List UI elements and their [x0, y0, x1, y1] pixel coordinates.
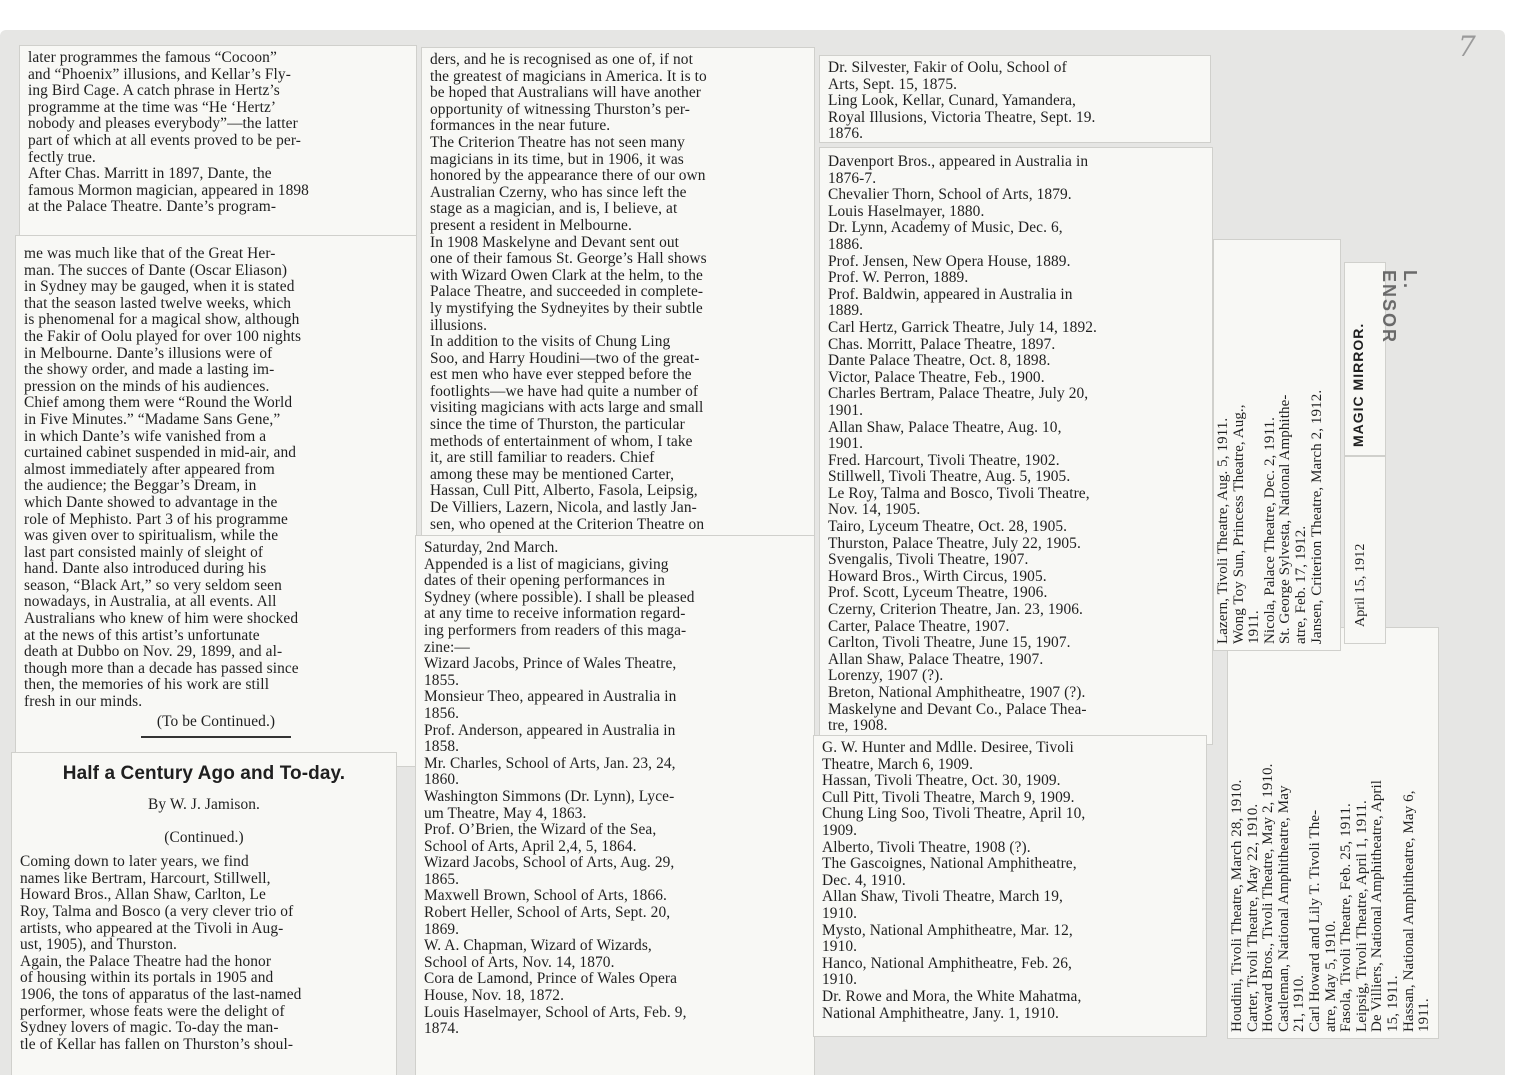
text-line: 1911. — [1246, 610, 1263, 644]
text-line: ing performers from readers of this maga- — [424, 621, 687, 639]
text-line: famous Mormon magician, appeared in 1898 — [28, 181, 309, 199]
text-line: Maskelyne and Devant Co., Palace Thea- — [828, 700, 1087, 718]
text-line: was given over to spiritualism, while the — [24, 527, 279, 545]
text-line: present a resident in Melbourne. — [430, 216, 632, 234]
clipping-list-1876-1908 — [820, 148, 1212, 744]
continued-note: (Continued.) — [164, 828, 244, 846]
text-line: nowadays, in Australia, at all events. All — [24, 593, 277, 611]
text-line: Prof. Anderson, appeared in Australia in — [424, 721, 676, 739]
text-line: Sydney lovers of magic. To-day the man- — [20, 1019, 279, 1037]
text-line: man. The succes of Dante (Oscar Eliason) — [24, 261, 288, 279]
text-line: Charles Bertram, Palace Theatre, July 20, — [828, 385, 1089, 403]
text-line: 1874. — [424, 1020, 460, 1038]
text-line: The Criterion Theatre has not seen many — [430, 133, 685, 151]
clipping-thurston-houdini — [422, 48, 814, 566]
text-line: Louis Haselmayer, School of Arts, Feb. 9, — [424, 1003, 687, 1021]
text-line: Saturday, 2nd March. — [424, 539, 559, 556]
text-line: the Fakir of Oolu played for over 100 nights — [24, 327, 302, 345]
text-line: 1889. — [828, 302, 864, 320]
text-line: it, are still familiar to readers. Chief — [430, 449, 655, 467]
text-line: opportunity of witnessing Thurston’s per- — [430, 100, 690, 118]
text-line: illusions. — [430, 316, 488, 334]
issue-date: April 15, 1912 — [1353, 543, 1368, 627]
text-line: at the Palace Theatre. Dante’s program- — [28, 198, 277, 216]
text-line: then, the memories of his work are still — [24, 676, 270, 694]
text-line: Chas. Morritt, Palace Theatre, 1897. — [828, 335, 1056, 353]
text-line: 1910. — [822, 904, 858, 922]
text-line: 1901. — [828, 401, 864, 419]
text-line: curtained cabinet suspended in mid-air, and — [24, 444, 297, 462]
text-line: sen, who opened at the Criterion Theatre on — [430, 515, 705, 533]
text-line: Hassan, National Amphitheatre, May 6, — [1400, 790, 1417, 1032]
clipping-list-1909-1910 — [814, 736, 1206, 1036]
text-line: death at Dubbo on Nov. 29, 1899, and al- — [24, 643, 283, 661]
text-line: Australian Czerny, who has since left the — [430, 183, 687, 201]
text-line: which Dante showed to advantage in the — [24, 493, 278, 511]
text-line: 1910. — [822, 938, 858, 956]
text-line: Howard Bros., Allan Shaw, Carlton, Le — [20, 886, 266, 904]
text-line: ust, 1905), and Thurston. — [20, 936, 177, 954]
text-line: 1856. — [424, 704, 460, 722]
text-line: um Theatre, May 4, 1863. — [424, 804, 587, 822]
text-line: Ling Look, Kellar, Cunard, Yamandera, — [828, 92, 1076, 110]
text-line: zine:— — [424, 638, 470, 656]
text-line: Victor, Palace Theatre, Feb., 1900. — [828, 368, 1045, 386]
text-line: Mr. Charles, School of Arts, Jan. 23, 24, — [424, 754, 676, 772]
text-line: almost immediately after appeared from — [24, 460, 275, 478]
text-line: footlights—we have had quite a number of — [430, 382, 699, 400]
byline: By W. J. Jamison. — [147, 796, 261, 813]
text-line: 1906, the tons of apparatus of the last-named — [20, 985, 302, 1003]
text-line: After Chas. Marritt in 1897, Dante, the — [28, 165, 272, 183]
text-line: performer, whose feats were the delight of — [20, 1002, 285, 1020]
text-line: stage as a magician, and is, I believe, at — [430, 200, 678, 218]
text-line: Hanco, National Amphitheatre, Feb. 26, — [822, 954, 1072, 972]
text-line: Nov. 14, 1905. — [828, 501, 921, 519]
text-line: atre, Feb. 17, 1912. — [1292, 525, 1309, 644]
text-line: Again, the Palace Theatre had the honor — [20, 952, 272, 970]
text-line: Australians who knew of him were shocked — [24, 610, 299, 628]
text-line: part of which at all events proved to be per- — [28, 131, 302, 149]
text-line: W. A. Chapman, Wizard of Wizards, — [424, 937, 652, 955]
text-line: Prof. Scott, Lyceum Theatre, 1906. — [828, 584, 1048, 602]
to-be-continued: (To be Continued.) — [156, 713, 276, 730]
text-line: in Sydney may be gauged, when it is stated — [24, 278, 295, 296]
text-line: De Villiers, Lazern, Nicola, and lastly Jan- — [430, 499, 697, 517]
text-line: Davenport Bros., appeared in Australia in — [828, 153, 1089, 170]
text-line: Mysto, National Amphitheatre, Mar. 12, — [822, 921, 1073, 939]
text-line: Maxwell Brown, School of Arts, 1866. — [424, 887, 667, 905]
text-line: Allan Shaw, Palace Theatre, 1907. — [828, 650, 1044, 668]
text-line: Prof. Baldwin, appeared in Australia in — [828, 285, 1073, 303]
text-line: formances in the near future. — [430, 117, 611, 135]
text-line: hand. Dante also introduced during his — [24, 560, 267, 578]
text-line: 1886. — [828, 235, 864, 253]
text-line: methods of entertainment of whom, I take — [430, 432, 693, 450]
text-line: be hoped that Australians will have another — [430, 84, 701, 102]
text-line: Stillwell, Tivoli Theatre, Aug. 5, 1905. — [828, 468, 1071, 486]
text-line: Dr. Silvester, Fakir of Oolu, School of — [828, 59, 1067, 76]
text-line: Robert Heller, School of Arts, Sept. 20, — [424, 904, 671, 922]
text-line: atre, May 5, 1910. — [1322, 920, 1339, 1032]
text-line: 1865. — [424, 870, 460, 888]
text-line: fresh in our minds. — [24, 693, 143, 711]
text-line: ders, and he is recognised as one of, if not — [430, 51, 693, 68]
text-line: Lazern, Tivoli Theatre, Aug. 5, 1911. — [1215, 417, 1231, 644]
text-line: Houdini, Tivoli Theatre, March 28, 1910. — [1229, 779, 1245, 1032]
text-line: Hassan, Cull Pitt, Alberto, Fasola, Leipsig, — [430, 482, 698, 500]
text-line: Cora de Lamond, Prince of Wales Opera — [424, 970, 678, 988]
text-line: Fasola, Tivoli Theatre, Feb. 25, 1911. — [1338, 803, 1355, 1032]
text-line: artists, who appeared at the Tivoli in Aug- — [20, 919, 284, 937]
text-line: Dr. Rowe and Mora, the White Mahatma, — [822, 987, 1082, 1005]
text-line: Chief among them were “Round the World — [24, 394, 293, 412]
text-line: Prof. O’Brien, the Wizard of the Sea, — [424, 821, 657, 839]
text-line: Wizard Jacobs, Prince of Wales Theatre, — [424, 655, 677, 673]
text-line: School of Arts, Nov. 14, 1870. — [424, 953, 615, 971]
text-line: Czerny, Criterion Theatre, Jan. 23, 1906. — [828, 601, 1083, 619]
magazine-name: MAGIC MIRROR. — [1350, 322, 1366, 447]
text-line: Palace Theatre, and succeeded in complete- — [430, 283, 704, 301]
text-line: Castleman, National Amphitheatre, May — [1275, 785, 1292, 1032]
text-line: Royal Illusions, Victoria Theatre, Sept. 19. — [828, 108, 1096, 126]
text-line: In 1908 Maskelyne and Devant sent out — [430, 233, 680, 251]
text-line: at any time to receive information regard- — [424, 605, 686, 623]
text-line: is phenomenal for a magical show, although — [24, 311, 300, 329]
text-line: tle of Kellar has fallen on Thurston’s shoul- — [20, 1035, 294, 1053]
text-line: Wizard Jacobs, School of Arts, Aug. 29, — [424, 854, 675, 872]
text-line: Howard Bros., Wirth Circus, 1905. — [828, 567, 1047, 585]
text-line: Dr. Lynn, Academy of Music, Dec. 6, — [828, 219, 1063, 237]
text-line: in which Dante’s wife vanished from a — [24, 427, 267, 445]
text-line: Carter, Palace Theatre, 1907. — [828, 617, 1010, 635]
issue-date-clipping — [1345, 457, 1385, 643]
text-line: 1909. — [822, 821, 858, 839]
text-line: Carl Hertz, Garrick Theatre, July 14, 1892. — [828, 318, 1097, 336]
text-line: later programmes the famous “Cocoon” — [28, 49, 277, 66]
text-line: Dante Palace Theatre, Oct. 8, 1898. — [828, 352, 1051, 370]
clipping-list-1911-1912-rotated — [1214, 240, 1340, 650]
text-line: that the season lasted twelve weeks, which — [24, 294, 292, 312]
text-line: 21, 1910. — [1291, 974, 1308, 1032]
text-line: among these may be mentioned Carter, — [430, 465, 675, 483]
text-line: tre, 1908. — [828, 717, 888, 735]
text-line: Le Roy, Talma and Bosco, Tivoli Theatre, — [828, 484, 1090, 502]
text-line: Coming down to later years, we find — [20, 853, 249, 871]
text-line: season, “Black Art,” so very seldom seen — [24, 576, 282, 594]
clipping-list-1875 — [820, 56, 1210, 142]
text-line: Sydney (where possible). I shall be pleased — [424, 588, 695, 606]
text-line: visiting magicians with acts large and small — [430, 399, 704, 417]
text-line: in Melbourne. Dante’s illusions were of — [24, 344, 273, 362]
owner-stamp: L. ENSOR — [1379, 270, 1420, 345]
clipping-magician-list-early — [416, 536, 814, 1075]
text-line: though more than a decade has passed since — [24, 659, 299, 677]
text-line: In addition to the visits of Chung Ling — [430, 333, 671, 351]
text-line: 1858. — [424, 738, 460, 756]
text-line: Breton, National Amphitheatre, 1907 (?). — [828, 684, 1086, 701]
text-line: Allan Shaw, Palace Theatre, Aug. 10, — [828, 418, 1062, 436]
text-line: Dec. 4, 1910. — [822, 871, 906, 889]
text-line: Theatre, March 6, 1909. — [822, 755, 974, 773]
text-line: Howard Bros., Tivoli Theatre, May 2, 1910. — [1260, 763, 1277, 1032]
text-line: at the news of this artist’s unfortunate — [24, 626, 260, 644]
text-line: Leipsig, Tivoli Theatre, April 1, 1911. — [1353, 800, 1370, 1032]
text-line: role of Mephisto. Part 3 of his programme — [24, 510, 288, 528]
text-line: The Gascoignes, National Amphitheatre, — [822, 855, 1077, 873]
text-line: Tairo, Lyceum Theatre, Oct. 28, 1905. — [828, 518, 1068, 536]
clipping-kellar-dante-intro — [20, 46, 416, 244]
text-line: honored by the appearance there of our own — [430, 167, 706, 185]
text-line: Carter, Tivoli Theatre, May 22, 1910. — [1244, 803, 1261, 1032]
text-line: Lorenzy, 1907 (?). — [828, 667, 944, 685]
text-line: Soo, and Harry Houdini—two of the great- — [430, 349, 700, 367]
text-line: 1911. — [1416, 998, 1433, 1032]
text-line: Svengalis, Tivoli Theatre, 1907. — [828, 551, 1029, 569]
clipping-half-century — [12, 753, 396, 1075]
text-line: National Amphitheatre, Jany. 1, 1910. — [822, 1004, 1059, 1022]
scrapbook-page — [0, 30, 1505, 1075]
divider-rule — [141, 736, 291, 738]
text-line: De Villiers, National Amphitheatre, April — [1369, 779, 1386, 1032]
text-line: Roy, Talma and Bosco (a very clever trio of — [20, 902, 294, 920]
text-line: Alberto, Tivoli Theatre, 1908 (?). — [822, 838, 1031, 856]
text-line: in Five Minutes.” “Madame Sans Gene,” — [24, 410, 281, 428]
text-line: last part consisted mainly of sleight of — [24, 543, 264, 561]
text-line: 15, 1911. — [1384, 975, 1401, 1032]
text-line: est men who have ever stepped before the — [430, 366, 692, 384]
text-line: House, Nov. 18, 1872. — [424, 987, 565, 1005]
text-line: Allan Shaw, Tivoli Theatre, March 19, — [822, 888, 1063, 906]
text-line: the greatest of magicians in America. It is to — [430, 67, 707, 85]
text-line: Washington Simmons (Dr. Lynn), Lyce- — [424, 787, 675, 805]
clipping-list-1910-1911-rotated — [1228, 628, 1438, 1038]
text-line: Prof. Jensen, New Opera House, 1889. — [828, 252, 1071, 270]
text-line: 1876-7. — [828, 169, 877, 187]
text-line: dates of their opening performances in — [424, 572, 665, 590]
clipping-dante-continued — [16, 236, 416, 766]
text-line: Carlton, Tivoli Theatre, June 15, 1907. — [828, 634, 1071, 652]
text-line: 1855. — [424, 671, 460, 689]
text-line: Cull Pitt, Tivoli Theatre, March 9, 1909. — [822, 788, 1075, 806]
text-line: Monsieur Theo, appeared in Australia in — [424, 688, 677, 706]
text-line: ing Bird Cage. A catch phrase in Hertz’s — [28, 82, 280, 100]
text-line: Fred. Harcourt, Tivoli Theatre, 1902. — [828, 451, 1060, 469]
text-line: School of Arts, April 2,4, 5, 1864. — [424, 837, 637, 855]
text-line: magicians in its time, but in 1906, it was — [430, 150, 684, 168]
text-line: St. George Sylvesta, National Amphithe- — [1277, 394, 1294, 644]
text-line: G. W. Hunter and Mdlle. Desiree, Tivoli — [822, 739, 1074, 756]
text-line: names like Bertram, Harcourt, Stillwell, — [20, 869, 271, 887]
text-line: Appended is a list of magicians, giving — [424, 555, 669, 573]
text-line: programme at the time was “He ‘Hertz’ — [28, 98, 277, 116]
text-line: 1860. — [424, 771, 460, 789]
text-line: Wong Toy Sun, Princess Theatre, Aug., — [1230, 404, 1247, 644]
text-line: pression on the minds of his audiences. — [24, 377, 270, 395]
article-title: Half a Century Ago and To-day. — [62, 763, 346, 784]
text-line: the showy order, and made a lasting im- — [24, 361, 275, 379]
corner-page-mark: 7 — [1458, 30, 1476, 63]
text-line: ly mystifying the Sydneyites by their subtle — [430, 299, 703, 317]
text-line: Louis Haselmayer, 1880. — [828, 202, 985, 220]
text-line: Thurston, Palace Theatre, July 22, 1905. — [828, 534, 1081, 552]
text-line: Carl Howard and Lily T. Tivoli The- — [1306, 809, 1323, 1032]
text-line: Jansen, Criterion Theatre, March 2, 1912. — [1308, 389, 1325, 644]
text-line: one of their famous St. George’s Hall shows — [430, 250, 707, 268]
text-line: 1910. — [822, 971, 858, 989]
text-line: Prof. W. Perron, 1889. — [828, 269, 969, 287]
text-line: Nicola, Palace Theatre, Dec. 2, 1911. — [1261, 417, 1278, 644]
text-line: Hassan, Tivoli Theatre, Oct. 30, 1909. — [822, 772, 1061, 790]
text-line: and “Phoenix” illusions, and Kellar’s Fly- — [28, 65, 291, 83]
text-line: 1869. — [424, 920, 460, 938]
text-line: the audience; the Beggar’s Dream, in — [24, 477, 257, 495]
text-line: me was much like that of the Great Her- — [24, 245, 276, 262]
text-line: fectly true. — [28, 148, 96, 166]
text-line: of housing within its portals in 1905 and — [20, 969, 274, 987]
text-line: since the time of Thurston, the particular — [430, 416, 685, 434]
text-line: Arts, Sept. 15, 1875. — [828, 75, 958, 93]
text-line: with Wizard Owen Clark at the helm, to the — [430, 266, 703, 284]
text-line: Chevalier Thorn, School of Arts, 1879. — [828, 186, 1072, 204]
text-line: 1901. — [828, 435, 864, 453]
text-line: Chung Ling Soo, Tivoli Theatre, April 10, — [822, 805, 1086, 823]
text-line: nobody and pleases everybody”—the latter — [28, 115, 298, 133]
text-line: 1876. — [828, 125, 864, 142]
